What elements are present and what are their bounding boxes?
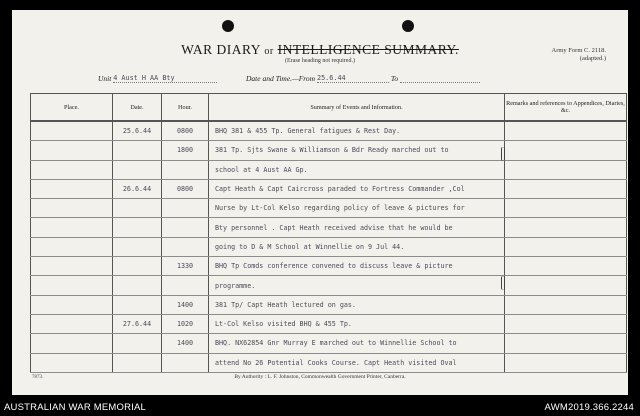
document-title: [12, 42, 628, 58]
entry-cell: attend No 26 Potential Cooks Course. Capt Heath visited Oval: [209, 353, 505, 372]
title-or: or: [264, 46, 274, 57]
place-cell: [31, 334, 113, 353]
date-cell: [113, 218, 162, 237]
remarks-cell: [505, 199, 627, 218]
date-cell: [113, 276, 162, 295]
pencil-mark: [501, 147, 505, 161]
place-cell: [31, 295, 113, 314]
printer-credit: By Authority : L. F. Johnston, Commonwealth Government Printer, Canberra.: [234, 374, 406, 380]
remarks-cell: [505, 353, 627, 372]
hour-cell: 1400: [162, 334, 209, 353]
date-cell: [113, 257, 162, 276]
hour-cell: 0800: [162, 121, 209, 141]
table-row: [31, 353, 627, 372]
entry-cell: Lt-Col Kelso visited BHQ & 455 Tp.: [209, 314, 505, 333]
place-cell: [31, 218, 113, 237]
place-cell: [31, 160, 113, 179]
entry-cell: 381 Tp/ Capt Heath lectured on gas.: [209, 295, 505, 314]
col-place: Place.: [31, 94, 113, 122]
date-cell: 27.6.44: [113, 314, 162, 333]
punch-hole-right: [402, 20, 414, 32]
date-cell: [113, 353, 162, 372]
caption-left: AUSTRALIAN WAR MEMORIAL: [4, 402, 147, 413]
date-cell: [113, 237, 162, 256]
entry-cell: programme.: [209, 276, 505, 295]
col-date: Date.: [113, 94, 162, 122]
place-cell: [31, 121, 113, 141]
remarks-cell: [505, 121, 627, 141]
date-cell: [113, 295, 162, 314]
remarks-cell: [505, 141, 627, 160]
war-diary-sheet: [12, 10, 628, 395]
hour-cell: [162, 353, 209, 372]
hour-cell: 1020: [162, 314, 209, 333]
hour-cell: 0800: [162, 179, 209, 198]
date-cell: [113, 199, 162, 218]
place-cell: [31, 141, 113, 160]
hour-cell: [162, 199, 209, 218]
entry-cell: BHQ Tp Comds conference convened to discuss leave & picture: [209, 257, 505, 276]
unit-line: [98, 73, 217, 83]
hour-cell: 1800: [162, 141, 209, 160]
table-row: [31, 160, 627, 179]
form-note: (adapted.): [579, 55, 606, 62]
date-cell: [113, 160, 162, 179]
hour-cell: [162, 276, 209, 295]
place-cell: [31, 199, 113, 218]
entry-cell: BHQ. NX62854 Gnr Murray E marched out to Winnellie School to: [209, 334, 505, 353]
hour-cell: 1400: [162, 295, 209, 314]
remarks-cell: [505, 334, 627, 353]
remarks-cell: [505, 257, 627, 276]
table-row: [31, 179, 627, 198]
diary-table: [30, 93, 627, 373]
hour-cell: 1330: [162, 257, 209, 276]
pencil-mark: [501, 276, 505, 290]
remarks-cell: [505, 218, 627, 237]
table-row: [31, 295, 627, 314]
entry-cell: 381 Tp. Sjts Swane & Williamson & Bdr Ready marched out to: [209, 141, 505, 160]
erase-note: (Erase heading not required.): [285, 58, 355, 64]
place-cell: [31, 276, 113, 295]
table-row: [31, 141, 627, 160]
date-cell: [113, 334, 162, 353]
table-row: [31, 121, 627, 141]
title-main: WAR DIARY: [181, 42, 261, 57]
hour-cell: [162, 218, 209, 237]
datetime-label: Date and Time.—From: [246, 74, 316, 83]
unit-label: Unit: [98, 74, 112, 83]
date-cell: [113, 141, 162, 160]
table-header-row: [31, 94, 627, 122]
remarks-cell: [505, 276, 627, 295]
date-cell: 26.6.44: [113, 179, 162, 198]
remarks-cell: [505, 314, 627, 333]
date-cell: 25.6.44: [113, 121, 162, 141]
datetime-line: [246, 73, 480, 83]
place-cell: [31, 257, 113, 276]
entry-cell: going to D & M School at Winnellie on 9 Jul 44.: [209, 237, 505, 256]
entry-cell: Capt Heath & Capt Caircross paraded to Fortress Commander ,Col: [209, 179, 505, 198]
place-cell: [31, 314, 113, 333]
col-summary: Summary of Events and Information.: [209, 94, 505, 122]
place-cell: [31, 179, 113, 198]
table-row: [31, 276, 627, 295]
unit-value: 4 Aust H AA Bty: [113, 74, 175, 82]
table-row: [31, 199, 627, 218]
form-reference: [552, 47, 606, 63]
entry-cell: Bty personnel . Capt Heath received advise that he would be: [209, 218, 505, 237]
entry-cell: Nurse by Lt-Col Kelso regarding policy of leave & pictures for: [209, 199, 505, 218]
place-cell: [31, 353, 113, 372]
col-remarks: Remarks and references to Appendices, Diaries, &c.: [505, 94, 627, 122]
entry-cell: BHQ 381 & 455 Tp. General fatigues & Rest Day.: [209, 121, 505, 141]
remarks-cell: [505, 237, 627, 256]
table-row: [31, 257, 627, 276]
entry-cell: school at 4 Aust AA Gp.: [209, 160, 505, 179]
remarks-cell: [505, 179, 627, 198]
title-struck: INTELLIGENCE SUMMARY.: [277, 42, 459, 57]
hour-cell: [162, 237, 209, 256]
caption-right: AWM2019.366.2244: [544, 402, 634, 413]
remarks-cell: [505, 295, 627, 314]
to-label: To: [390, 74, 399, 83]
col-hour: Hour.: [162, 94, 209, 122]
remarks-cell: [505, 160, 627, 179]
table-row: [31, 218, 627, 237]
form-code: 7873.: [32, 375, 44, 380]
punch-hole-left: [222, 20, 234, 32]
table-row: [31, 314, 627, 333]
from-value: 25.6.44: [316, 74, 346, 82]
place-cell: [31, 237, 113, 256]
form-name: Army Form C. 2118.: [551, 47, 606, 54]
hour-cell: [162, 160, 209, 179]
table-row: [31, 237, 627, 256]
table-row: [31, 334, 627, 353]
